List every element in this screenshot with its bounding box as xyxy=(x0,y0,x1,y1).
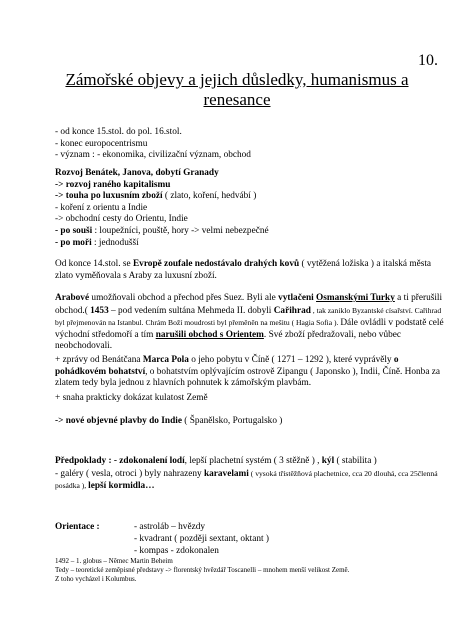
bold-text: Předpoklady : - zdokonalení lodí xyxy=(55,456,185,466)
intro-line: - konec europocentrismu xyxy=(55,138,148,149)
paragraph-prerequisites xyxy=(55,456,445,493)
text: : jednodušší xyxy=(91,237,139,248)
paragraph-turks xyxy=(55,293,445,353)
text: : loupežníci, pouště, hory -> velmi nebezpečné xyxy=(92,226,269,236)
orientation-list xyxy=(134,521,269,557)
text: ( stabilita ) xyxy=(334,456,377,466)
bold-text: o pohádkovém bohatství xyxy=(55,355,399,377)
section-heading: Rozvoj Benátek, Janova, dobytí Granady xyxy=(55,168,219,178)
small-text: ( Hagia Sofia ). xyxy=(289,318,341,327)
rise-section xyxy=(55,168,445,226)
orientation-label: Orientace : xyxy=(55,522,100,532)
bold-text: -> nové objevné plavby do Indie xyxy=(55,416,182,426)
text: - galéry ( vesla, otroci ) byly nahrazeny xyxy=(55,468,204,479)
bold-text: Evropě zoufale nedostávalo drahých kovů xyxy=(132,259,300,269)
prereq-line xyxy=(55,456,445,468)
small-text: , tak zaniklo Byzantské císařství. Cařihrad byl přejmenován na Istanbul. Chrám Boží moudrosti byl přeměněn na mešitu xyxy=(55,305,442,327)
text: a ti přerušili obchod.( xyxy=(55,293,443,316)
page-title: Zámořské objevy a jejich důsledky, humanismus a renesance xyxy=(65,70,409,109)
paragraph-earth: + snaha prakticky dokázat kulatost Země xyxy=(55,393,208,403)
route-line xyxy=(55,238,445,250)
routes-section xyxy=(55,226,445,249)
note-line: Z toho vycházel i Kolumbus. xyxy=(55,575,137,583)
bold-text: - po souši xyxy=(55,226,93,236)
bold-text: karavelami xyxy=(203,468,249,479)
underlined-text: narušili obchod s Orientem xyxy=(155,329,264,340)
rise-line: - koření z orientu a Indie xyxy=(55,202,148,213)
text: ( zlato, koření, hedvábí ) xyxy=(162,191,257,201)
route-line xyxy=(55,226,445,238)
paragraph-metals xyxy=(55,259,445,282)
bold-text: - po moři xyxy=(55,237,92,248)
underlined-text: Osmanskými Turky xyxy=(316,293,395,303)
bold-text: kýl xyxy=(321,456,335,466)
orientation-item: - kompas - zdokonalen xyxy=(134,546,219,556)
orientation-item: - astroláb – hvězdy xyxy=(134,522,205,532)
text: , lepší plachetní systém ( 3 stěžně ) , xyxy=(184,456,322,466)
bold-text: vytlačeni xyxy=(278,293,314,303)
bold-text: 1453 xyxy=(90,305,109,316)
text: ( vytěžená ložiska ) a italská města zlato vyměňovala s Araby za luxusní zboží. xyxy=(55,259,432,281)
intro-line: - význam : - ekonomika, civilizační význam, obchod xyxy=(55,150,251,160)
small-text: ( vysoká třístěžňová plachetnice, cca 20 dlouhá, cca 25členná posádka ), xyxy=(55,468,438,490)
text: , o bohatstvím oplývajícím ostrově Zipangu ( Japonsko ), Indii, Číně. Honba za zlatem tedy byla jednou z hlavních pohnutek k zámořským plavbám. xyxy=(55,366,441,388)
rise-line: -> obchodní cesty do Orientu, Indie xyxy=(55,214,188,224)
paragraph-voyages xyxy=(55,416,445,428)
rise-line xyxy=(55,191,445,203)
bold-text: Cařihrad xyxy=(273,305,311,316)
text: + zprávy od Benátčana xyxy=(55,355,143,365)
prereq-line xyxy=(55,468,445,493)
intro-line: - od konce 15.stol. do pol. 16.stol. xyxy=(55,127,182,137)
text: o jeho pobytu v Číně ( 1271 – 1292 ), které vyprávěly xyxy=(188,355,394,365)
text: Od konce 14.stol. se xyxy=(55,259,133,269)
bold-text: Arabové xyxy=(55,293,90,303)
note-line: 1492 – 1. globus – Němec Martin Beheim xyxy=(55,557,173,565)
text: . Své zboží předražovali, nebo vůbec neobchodovali. xyxy=(55,329,401,351)
note-line: Tedy – teoretické zeměpisné představy -> florentský hvězdář Toscanelli – mnohem menší velikost Země. xyxy=(55,566,350,574)
bold-text: -> touha po luxusním zboží xyxy=(55,191,163,201)
text: Dále ovládli v podstatě celé východní středomoří a tím xyxy=(55,318,444,340)
text: – pod vedením sultána Mehmeda II. dobyli xyxy=(108,305,274,316)
paragraph-marco-polo xyxy=(55,355,445,390)
notes xyxy=(55,557,445,584)
orientation-item: - kvadrant ( později sextant, oktant ) xyxy=(134,534,270,544)
rise-line: -> rozvoj raného kapitalismu xyxy=(55,179,171,190)
bold-text: lepší kormidla… xyxy=(88,481,155,491)
page-number: 10. xyxy=(418,52,438,69)
text: ( Španělsko, Portugalsko ) xyxy=(181,416,283,426)
bold-text: Marca Pola xyxy=(142,355,189,365)
text: umožňovali obchod a přechod přes Suez. Byli ale xyxy=(89,293,279,303)
intro-list xyxy=(55,127,445,162)
